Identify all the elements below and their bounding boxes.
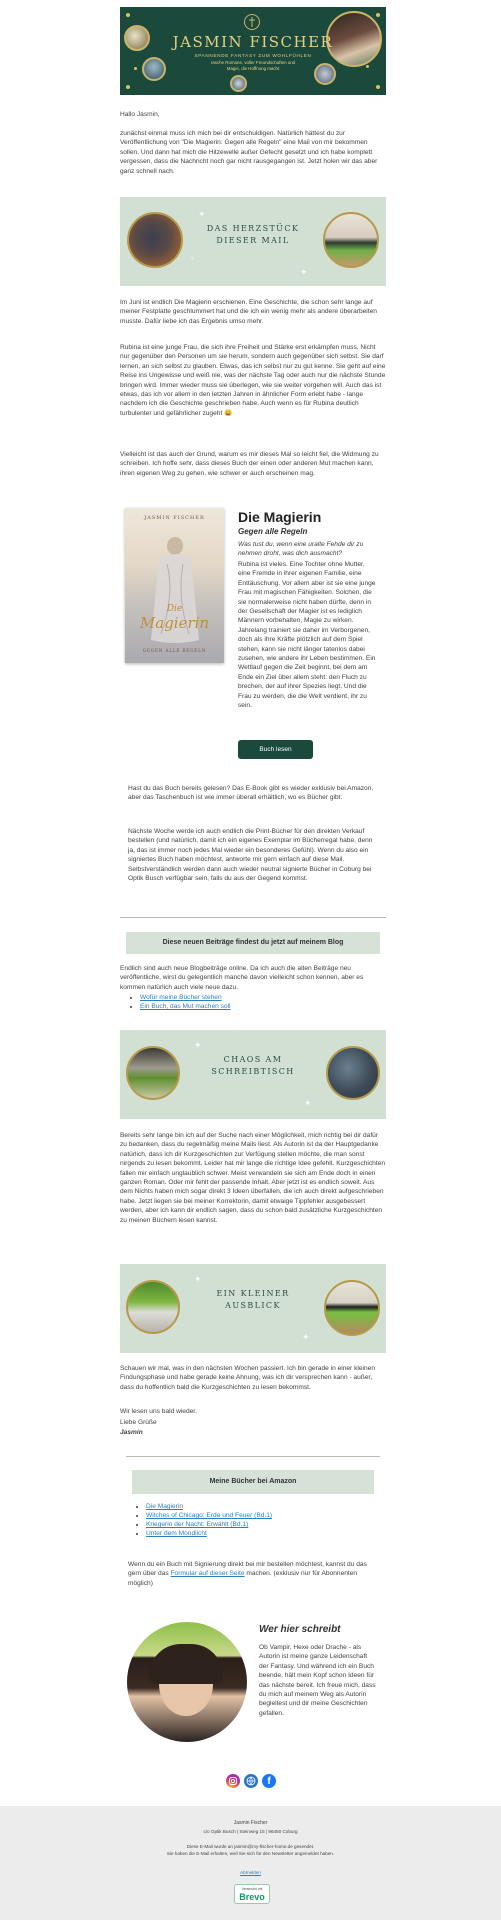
section2-paragraph-1: Hast du das Buch bereits gelesen? Das E-Book gibt es wieder exklusiv bei Amazon, aber das Taschenbuch ist wie immer überall erhältlich, wo es Bücher gibt. — [128, 785, 374, 802]
section1-paragraph-1: Im Juni ist endlich Die Magierin erschienen. Eine Geschichte, die schon sehr lange auf meiner Festplatte geschlummert hat und die ich ein wenig mehr als andere überarbeiten musste. Dafür liebe ich das Ergebnis umso mehr. — [120, 299, 377, 325]
brevo-logo: Brevo — [239, 1892, 265, 1902]
gold-dot — [376, 85, 380, 89]
footer — [0, 1806, 501, 1920]
greeting: Hallo Jasmin, — [120, 111, 160, 118]
blog-link-item — [140, 993, 380, 1002]
gold-dot — [376, 13, 380, 17]
blog-link-list — [130, 993, 380, 1011]
logo-icon — [243, 13, 261, 31]
banner3-title: EIN KLEINER AUSBLICK — [216, 1289, 290, 1310]
cover-title-2: Magierin — [139, 614, 210, 632]
gold-dot — [126, 13, 130, 17]
signature: Jasmin — [120, 1429, 143, 1436]
amazon-text-pre: Wenn du ein Buch mit Signierung direkt bei mir bestellen möchtest, kannst du das gern über das — [128, 1561, 367, 1578]
author-portrait — [127, 1622, 247, 1742]
header-tagline-2: rasche Romane, voller Freundschaften und — [210, 60, 296, 65]
banner-herzstueck — [120, 197, 386, 286]
header-tagline: SPANNENDE FANTASY ZUM WOHLFÜHLEN — [194, 53, 312, 58]
banner2-photo-left — [126, 1046, 180, 1100]
amazon-link-mondlicht[interactable]: Unter dem Mondlicht — [146, 1530, 207, 1537]
banner1-title: DAS HERZSTÜCK DIESER MAIL — [206, 224, 300, 245]
order-form-link[interactable]: Formular auf dieser Seite — [170, 1570, 245, 1578]
header-banner — [120, 7, 386, 95]
banner3-photo-right — [324, 1280, 380, 1336]
amazon-link-item — [146, 1502, 376, 1511]
instagram-icon[interactable] — [226, 1774, 240, 1788]
portrait-hair — [149, 1644, 223, 1684]
amazon-link-witches[interactable]: Witches of Chicago: Erde und Feuer (Bd.1) — [146, 1512, 273, 1519]
footer-name: Jasmin Fischer — [233, 1820, 268, 1826]
book-title: Die Magierin — [238, 509, 322, 525]
gold-dot — [126, 85, 130, 89]
sparkle-icon: ✦ — [194, 1274, 202, 1284]
cover-title-1: Die — [166, 604, 183, 614]
header-photo-center-bottom — [230, 75, 247, 92]
section3-paragraph: Bereits sehr lange bin ich auf der Suche nach einer Möglichkeit, mich richtig bei dir dafür zu bedanken, dass du regelmäßig meine Mails liest. Als Autorin ist da der Hauptgedanke natürlich, dass ich dir Kurzgeschichten zur Verfügung stellen möchte, die man sonst nirgends zu lesen bekommt. Leider hat mir lange die richtige Idee gefehlt. Kurzgeschichten fallen mir einfach unglaublich schwer. Meist verwandeln sie sich am Ende doch in einen ganzen Roman. Oder mir fehlt der passende Inhalt. Aber jetzt ist es endlich soweit. Aus dem Nichts haben mich sogar direkt 3 Ideen überfallen, die ich auch direkt aufgeschrieben habe. Jetzt liegen sie bei meiner Korrektorin, damit etwaige Tippfehler ausgebessert werden, aber ich kann dir endlich sagen, dass du schon bald zusätzliche Kurzgeschichten zu meinen Büchern lesen kannst. — [120, 1132, 385, 1224]
header-name: JASMIN FISCHER — [172, 33, 334, 51]
sparkle-icon: ✦ — [302, 1332, 310, 1342]
book-tease: Was tust du, wenn eine uralte Fehde dir zu nehmen droht, was dich ausmacht? — [238, 541, 364, 558]
about-text: Ob Vampir, Hexe oder Drache - als Autorin ist meine ganze Leidenschaft der Fantasy. Und während ich ein Buch beende, hält mein Kopf schon Ideen für das nächste bereit. Ich freue mich, dass du mich auf meinem Weg als Autorin begleitest und dir meine Geschichten gefallen. — [259, 1644, 376, 1717]
amazon-link-magierin[interactable]: Die Magierin — [146, 1503, 184, 1510]
sparkle-icon: ✦ — [304, 1098, 312, 1108]
banner-ausblick — [120, 1264, 386, 1353]
section1-paragraph-2: Rubina ist eine junge Frau, die sich ihre Freiheit und Stärke erst erkämpfen muss. Nicht nur gegenüber den Personen um sie herum, sondern auch gegenüber sich selbst. Sie darf lernen, an sich selbst zu glauben. Etwas, das ich selbst nur zu gut kenne. Sie geht auf eine Reise ins Ungewisse und weiß nie, was der nächste Tag oder auch nur die nächste Stunde bringen wird. Immer wieder muss sie überlegen, wie sie weiter vorgehen will. Auch das ist etwas, das ich vor allem in den letzten Jahren in ähnlicher Form erlebt habe - lange nachdem ich die Geschichte geschrieben habe. Auch wenn es für Rubina deutlich turbulenter und gefährlicher zugeht 😄 — [120, 344, 386, 417]
brevo-badge[interactable] — [234, 1884, 270, 1904]
blog-link-mut[interactable]: Ein Buch, das Mut machen soll — [140, 1003, 231, 1010]
blog-text: Endlich sind auch neue Blogbeiträge online. Da ich auch die alten Beiträge neu veröffentliche, wirst du gelegentlich manche davon vielleicht schon kennen, aber es kommen natürlich auch viele neue dazu. — [120, 965, 364, 991]
blog-link-wofuer[interactable]: Wofür meine Bücher stehen — [140, 994, 222, 1001]
unsubscribe-link[interactable]: Abmelden — [240, 1870, 261, 1875]
amazon-link-item — [146, 1511, 376, 1520]
amazon-link-list — [136, 1502, 376, 1538]
amazon-heading: Meine Bücher bei Amazon — [132, 1470, 374, 1494]
book-cover[interactable] — [125, 508, 224, 663]
website-icon[interactable] — [244, 1774, 258, 1788]
sparkle-icon: ✦ — [300, 267, 308, 277]
closing-line: Wir lesen uns bald wieder. — [120, 1408, 197, 1415]
section4-paragraph: Schauen wir mal, was in den nächsten Wochen passiert. Ich bin gerade in einer kleinen Findungsphase und habe gerade keine Ahnung, was ich dir versprechen kann - außer, dass du hoffentlich bald die Kurzgeschichten zu lesen bekommst. — [120, 1365, 375, 1391]
book-description: Rubina ist vieles. Eine Tochter ohne Mutter, eine Fremde in ihrer eigenen Familie, eine Enttäuschung. Vor allem aber ist sie eine junge Frau mit magischen Fähigkeiten. Solchen, die sie normalerweise nicht haben dürfte, denn in der Gesellschaft der Magier ist es lediglich Männern vorbehalten, Magie zu wirken. Jahrelang trainiert sie daher im Verborgenen, doch als ihre Kräfte plötzlich auf dem Spiel stehen, kann sie nicht länger tatenlos dabei zusehen, wie andere ihr Leben bestimmen. Ein Wettlauf gegen die Zeit beginnt, bei dem am Ende ein Ziel über allem steht: den Fluch zu brechen, der auf ihrer Spezies liegt. Und die Frau zu werden, die die Welt verdient, ihr zu sein. — [238, 561, 376, 710]
section2-paragraph-2: Nächste Woche werde ich auch endlich die Print-Bücher für den direkten Verkauf bestellen (und natürlich, damit ich ein eigenes Exemplar im Bücherregal habe, denn ja, das ist immer noch jedes Mal wieder ein besonderes Gefühl). Wenn du also ein signiertes Buch haben möchtest, antworte mir gern einfach auf diese Mail. Selbstverständlich werden dann auch wieder neutral signierte Bücher in Coburg bei Optik Busch verfügbar sein, falls du aus der Gegend kommst. — [128, 828, 373, 883]
closing-greeting: Liebe Grüße — [120, 1419, 157, 1426]
book-subtitle: Gegen alle Regeln — [238, 527, 308, 536]
footer-line-2: Sie haben die E-Mail erhalten, weil Sie sich für den Newsletter angemeldet haben. — [166, 1851, 335, 1856]
amazon-link-kriegerin[interactable]: Kriegerin der Nacht: Erwählt (Bd.1) — [146, 1521, 249, 1528]
cover-author: JASMIN FISCHER — [144, 515, 205, 521]
banner2-photo-right — [326, 1046, 380, 1100]
intro-paragraph: zunächst einmal muss ich mich bei dir entschuldigen. Natürlich hättest du zur Veröffentlichung von "Die Magierin: Gegen alle Regeln" eine Mail von mir bekommen sollen. Und dann hat mich die Hitzewelle außer Gefecht gesetzt und ich habe komplett vergessen, dass die Nachricht noch gar nicht rausgegangen ist. Jetzt holen wir das aber ganz schnell nach. — [120, 130, 378, 175]
sparkle-icon: ✧ — [190, 256, 196, 262]
cover-subtitle: GEGEN ALLE REGELN — [142, 648, 207, 653]
read-book-button[interactable]: Buch lesen — [238, 740, 313, 759]
blog-link-item — [140, 1002, 380, 1011]
divider — [126, 1456, 380, 1457]
blog-heading: Diese neuen Beiträge findest du jetzt auf meinem Blog — [126, 932, 380, 954]
banner1-photo-left — [127, 212, 183, 268]
amazon-link-item — [146, 1529, 376, 1538]
brevo-small-text: Versendet mit — [241, 1887, 263, 1891]
banner-chaos — [120, 1030, 386, 1119]
about-heading: Wer hier schreibt — [259, 1624, 341, 1635]
footer-unsubscribe-row — [0, 1870, 501, 1876]
banner3-photo-left — [126, 1280, 180, 1334]
banner1-photo-right — [323, 212, 379, 268]
divider — [120, 917, 386, 918]
sparkle-icon: ✦ — [194, 1040, 202, 1050]
amazon-text-post: machen. (exklusiv nur für Abonnenten möglich) — [128, 1570, 358, 1587]
header-tagline-3: Magie, die Hoffnung macht — [226, 66, 280, 71]
footer-line-1: Diese E-Mail wurde an jasmin@my-fischer-home.de gesendet. — [186, 1844, 315, 1849]
section1-paragraph-3: Vielleicht ist das auch der Grund, warum es mir dieses Mal so leicht fiel, die Widmung zu schreiben. Ich hoffe sehr, dass dieses Buch der einen oder anderen Mut machen kann, ihren eigenen Weg zu gehen, wie schwer er auch erscheinen mag. — [120, 451, 379, 477]
banner2-title: CHAOS AM SCHREIBTISCH — [211, 1055, 295, 1076]
footer-address: c/o Optik Busch | Steinweg 15 | 96450 Coburg — [203, 1829, 298, 1834]
amazon-link-item — [146, 1520, 376, 1529]
sparkle-icon: ✦ — [198, 209, 206, 219]
facebook-icon[interactable]: f — [262, 1774, 276, 1788]
amazon-order-text — [128, 1560, 380, 1588]
